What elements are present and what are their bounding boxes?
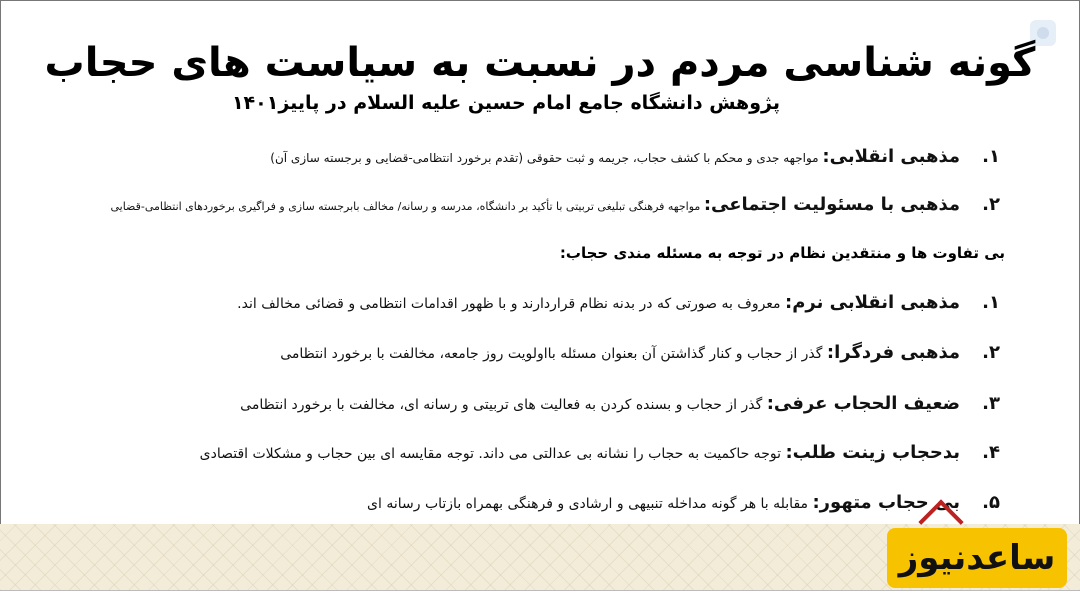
item-text: مقابله با هر گونه مداخله تنبیهی و ارشادی و فرهنگی بهمراه بازتاب رسانه ای bbox=[367, 496, 813, 512]
item-number: ۲. bbox=[982, 342, 1000, 363]
item-text: توجه حاکمیت به حجاب را نشانه بی عدالتی می داند. توجه مقایسه ای بین حجاب و مشکلات اقتصادی bbox=[199, 446, 786, 462]
bottom-bar bbox=[0, 590, 1080, 603]
item-label: مذهبی با مسئولیت اجتماعی: bbox=[703, 194, 960, 215]
page-subtitle: پژوهش دانشگاه جامع امام حسین علیه السلام در پاییز۱۴۰۱ bbox=[231, 92, 780, 114]
watermark-logo: ساعدنیوز bbox=[887, 528, 1067, 588]
list-item bbox=[200, 442, 1000, 463]
item-number: ۱. bbox=[982, 146, 1000, 167]
item-text: معروف به صورتی که در بدنه نظام قراردارند و با ظهور اقدامات انتظامی و قضائی مخالف اند. bbox=[237, 296, 786, 312]
section-heading: بی تفاوت ها و منتقدین نظام در توجه به مسئله مندی حجاب: bbox=[559, 244, 1005, 262]
page-title: گونه شناسی مردم در نسبت به سیاست های حجاب bbox=[44, 40, 1036, 86]
list-item bbox=[110, 194, 1000, 215]
item-label: بی حجاب متهور: bbox=[812, 492, 960, 513]
item-number: ۲. bbox=[982, 194, 1000, 215]
item-label: مذهبی فردگرا: bbox=[826, 342, 960, 363]
list-item bbox=[270, 146, 1000, 167]
item-label: مذهبی انقلابی نرم: bbox=[785, 292, 960, 313]
list-item bbox=[240, 393, 1000, 414]
item-number: ۵. bbox=[982, 492, 1000, 513]
item-text: مواجهه فرهنگی تبلیغی تربیتی با تأکید بر دانشگاه، مدرسه و رسانه/ مخالف بابرجسته سازی و فراگیری برخوردهای انتظامی-قضایی bbox=[110, 200, 704, 213]
item-number: ۳. bbox=[982, 393, 1000, 414]
item-text: گذر از حجاب و بسنده کردن به فعالیت های تربیتی و رسانه ای، مخالفت با برخورد انتظامی bbox=[240, 397, 767, 413]
item-label: بدحجاب زینت طلب: bbox=[785, 442, 960, 463]
item-label: ضعیف الحجاب عرفی: bbox=[766, 393, 960, 414]
list-item bbox=[237, 292, 1000, 313]
item-number: ۱. bbox=[982, 292, 1000, 313]
list-item bbox=[280, 342, 1000, 363]
item-label: مذهبی انقلابی: bbox=[822, 146, 960, 167]
list-item bbox=[367, 492, 1000, 513]
item-text: مواجهه جدی و محکم با کشف حجاب، جریمه و ثبت حقوقی (تقدم برخورد انتظامی-قضایی و برجسته سازی آن) bbox=[270, 151, 823, 165]
item-number: ۴. bbox=[982, 442, 1000, 463]
item-text: گذر از حجاب و کنار گذاشتن آن بعنوان مسئله بااولویت روز جامعه، مخالفت با برخورد انتظامی bbox=[280, 346, 827, 362]
